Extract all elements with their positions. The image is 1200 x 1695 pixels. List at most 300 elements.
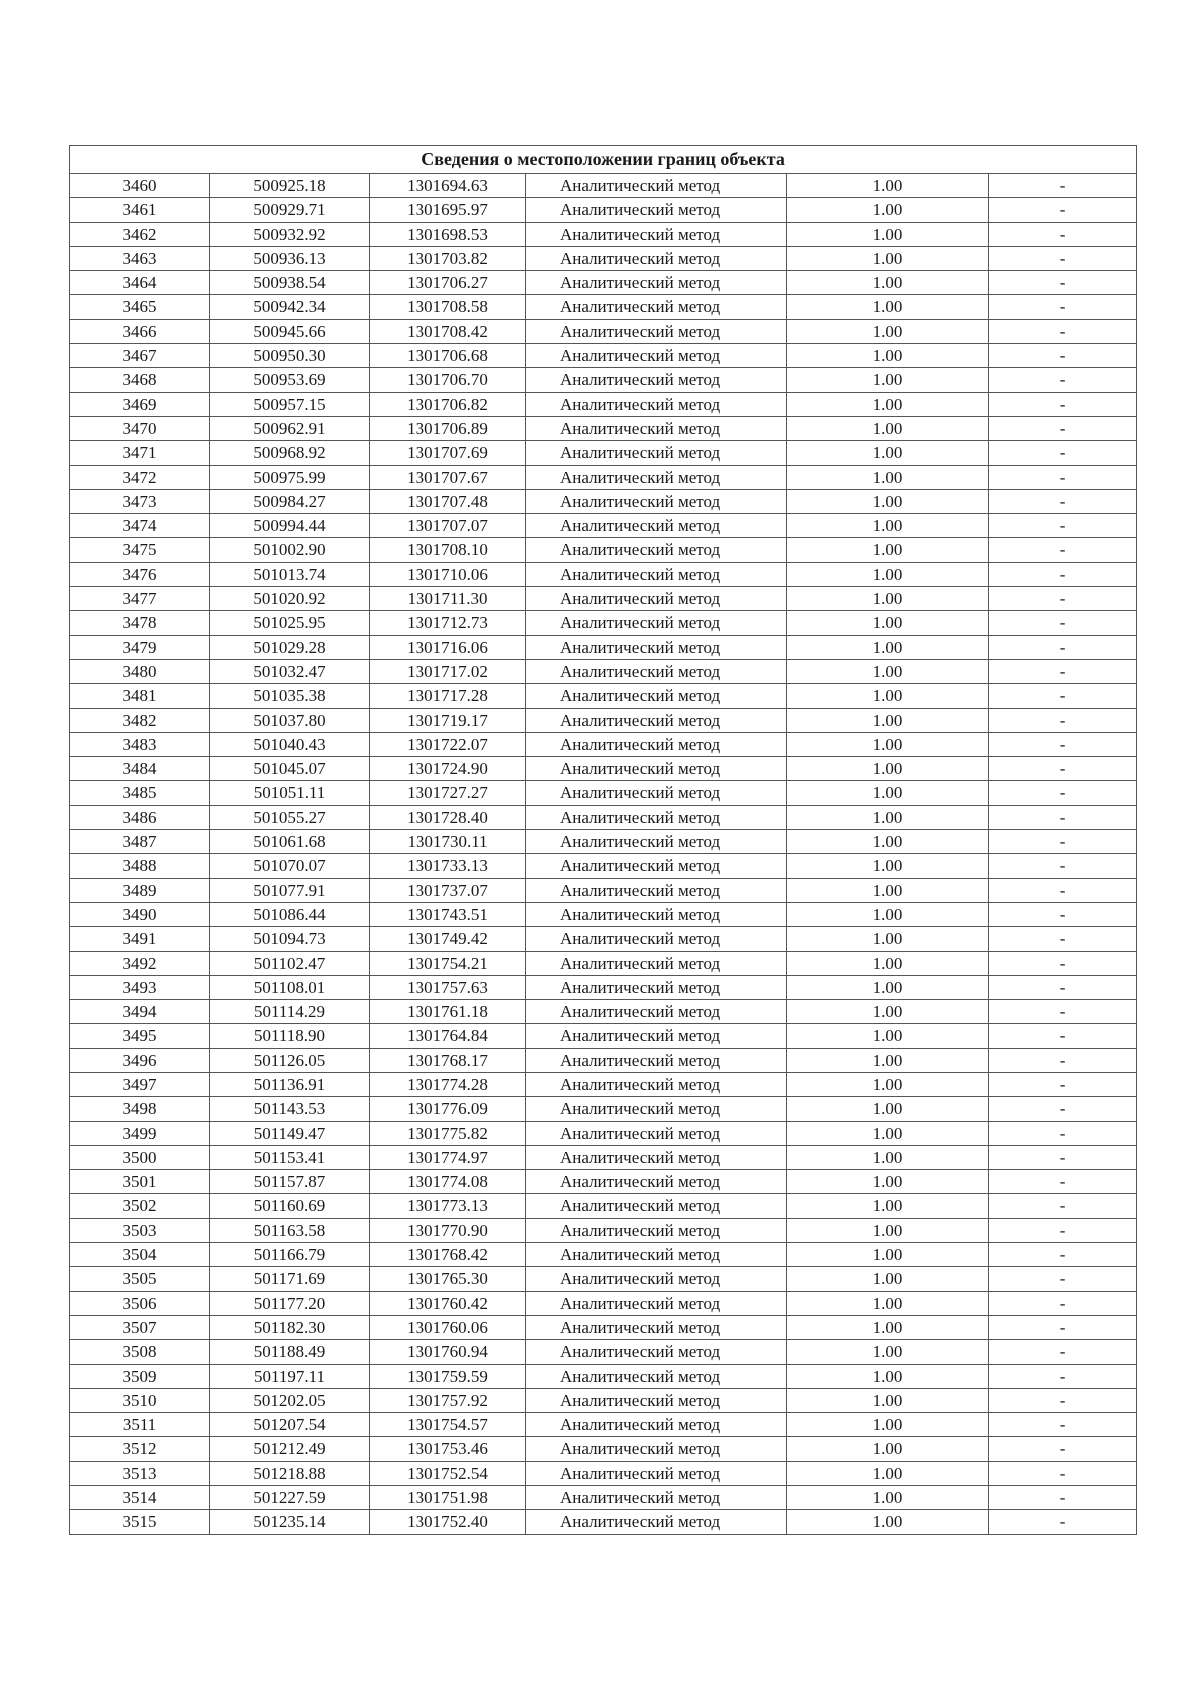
y-coordinate-cell: 1301707.07: [370, 514, 526, 538]
note-cell: -: [989, 975, 1137, 999]
y-coordinate-cell: 1301773.13: [370, 1194, 526, 1218]
note-cell: -: [989, 562, 1137, 586]
method-cell: Аналитический метод: [526, 538, 787, 562]
y-coordinate-cell: 1301706.68: [370, 344, 526, 368]
note-cell: -: [989, 1121, 1137, 1145]
method-cell: Аналитический метод: [526, 416, 787, 440]
y-coordinate-cell: 1301754.21: [370, 951, 526, 975]
x-coordinate-cell: 501055.27: [210, 805, 370, 829]
x-coordinate-cell: 500962.91: [210, 416, 370, 440]
accuracy-cell: 1.00: [787, 1072, 989, 1096]
table-row: [70, 416, 1137, 440]
note-cell: -: [989, 781, 1137, 805]
method-cell: Аналитический метод: [526, 781, 787, 805]
x-coordinate-cell: 501013.74: [210, 562, 370, 586]
method-cell: Аналитический метод: [526, 368, 787, 392]
method-cell: Аналитический метод: [526, 878, 787, 902]
accuracy-cell: 1.00: [787, 416, 989, 440]
method-cell: Аналитический метод: [526, 1291, 787, 1315]
y-coordinate-cell: 1301775.82: [370, 1121, 526, 1145]
method-cell: Аналитический метод: [526, 1437, 787, 1461]
table-row: [70, 271, 1137, 295]
table-row: [70, 1340, 1137, 1364]
y-coordinate-cell: 1301707.48: [370, 489, 526, 513]
point-number-cell: 3491: [70, 927, 210, 951]
y-coordinate-cell: 1301757.63: [370, 975, 526, 999]
x-coordinate-cell: 501177.20: [210, 1291, 370, 1315]
method-cell: Аналитический метод: [526, 587, 787, 611]
point-number-cell: 3479: [70, 635, 210, 659]
y-coordinate-cell: 1301774.08: [370, 1170, 526, 1194]
x-coordinate-cell: 501032.47: [210, 659, 370, 683]
point-number-cell: 3461: [70, 198, 210, 222]
table-row: [70, 562, 1137, 586]
point-number-cell: 3486: [70, 805, 210, 829]
note-cell: -: [989, 271, 1137, 295]
y-coordinate-cell: 1301710.06: [370, 562, 526, 586]
method-cell: Аналитический метод: [526, 659, 787, 683]
method-cell: Аналитический метод: [526, 1486, 787, 1510]
method-cell: Аналитический метод: [526, 392, 787, 416]
note-cell: -: [989, 708, 1137, 732]
table-row: [70, 708, 1137, 732]
table-row: [70, 1315, 1137, 1339]
table-row: [70, 1461, 1137, 1485]
point-number-cell: 3470: [70, 416, 210, 440]
x-coordinate-cell: 500957.15: [210, 392, 370, 416]
y-coordinate-cell: 1301706.89: [370, 416, 526, 440]
point-number-cell: 3497: [70, 1072, 210, 1096]
accuracy-cell: 1.00: [787, 1340, 989, 1364]
accuracy-cell: 1.00: [787, 878, 989, 902]
method-cell: Аналитический метод: [526, 222, 787, 246]
y-coordinate-cell: 1301730.11: [370, 830, 526, 854]
x-coordinate-cell: 501108.01: [210, 975, 370, 999]
table-row: [70, 295, 1137, 319]
point-number-cell: 3495: [70, 1024, 210, 1048]
point-number-cell: 3498: [70, 1097, 210, 1121]
note-cell: -: [989, 1072, 1137, 1096]
accuracy-cell: 1.00: [787, 805, 989, 829]
method-cell: Аналитический метод: [526, 1097, 787, 1121]
note-cell: -: [989, 295, 1137, 319]
note-cell: -: [989, 805, 1137, 829]
point-number-cell: 3515: [70, 1510, 210, 1534]
note-cell: -: [989, 222, 1137, 246]
accuracy-cell: 1.00: [787, 927, 989, 951]
method-cell: Аналитический метод: [526, 344, 787, 368]
table-row: [70, 781, 1137, 805]
table-row: [70, 174, 1137, 198]
method-cell: Аналитический метод: [526, 1340, 787, 1364]
x-coordinate-cell: 501136.91: [210, 1072, 370, 1096]
y-coordinate-cell: 1301706.27: [370, 271, 526, 295]
point-number-cell: 3463: [70, 246, 210, 270]
y-coordinate-cell: 1301708.10: [370, 538, 526, 562]
document-page: [69, 145, 1136, 1535]
method-cell: Аналитический метод: [526, 1218, 787, 1242]
y-coordinate-cell: 1301760.94: [370, 1340, 526, 1364]
table-row: [70, 1486, 1137, 1510]
method-cell: Аналитический метод: [526, 562, 787, 586]
method-cell: Аналитический метод: [526, 1121, 787, 1145]
note-cell: -: [989, 1000, 1137, 1024]
note-cell: -: [989, 1145, 1137, 1169]
note-cell: -: [989, 684, 1137, 708]
point-number-cell: 3466: [70, 319, 210, 343]
accuracy-cell: 1.00: [787, 1461, 989, 1485]
y-coordinate-cell: 1301752.40: [370, 1510, 526, 1534]
method-cell: Аналитический метод: [526, 1510, 787, 1534]
y-coordinate-cell: 1301737.07: [370, 878, 526, 902]
method-cell: Аналитический метод: [526, 246, 787, 270]
point-number-cell: 3499: [70, 1121, 210, 1145]
method-cell: Аналитический метод: [526, 174, 787, 198]
x-coordinate-cell: 501212.49: [210, 1437, 370, 1461]
accuracy-cell: 1.00: [787, 368, 989, 392]
accuracy-cell: 1.00: [787, 1243, 989, 1267]
accuracy-cell: 1.00: [787, 295, 989, 319]
table-row: [70, 222, 1137, 246]
point-number-cell: 3484: [70, 757, 210, 781]
accuracy-cell: 1.00: [787, 1170, 989, 1194]
method-cell: Аналитический метод: [526, 1315, 787, 1339]
point-number-cell: 3481: [70, 684, 210, 708]
note-cell: -: [989, 1218, 1137, 1242]
note-cell: -: [989, 344, 1137, 368]
accuracy-cell: 1.00: [787, 1510, 989, 1534]
accuracy-cell: 1.00: [787, 659, 989, 683]
note-cell: -: [989, 1024, 1137, 1048]
note-cell: -: [989, 1364, 1137, 1388]
point-number-cell: 3514: [70, 1486, 210, 1510]
point-number-cell: 3475: [70, 538, 210, 562]
x-coordinate-cell: 501002.90: [210, 538, 370, 562]
note-cell: -: [989, 830, 1137, 854]
note-cell: -: [989, 416, 1137, 440]
table-row: [70, 732, 1137, 756]
method-cell: Аналитический метод: [526, 757, 787, 781]
note-cell: -: [989, 1437, 1137, 1461]
table-row: [70, 1097, 1137, 1121]
table-row: [70, 757, 1137, 781]
note-cell: -: [989, 854, 1137, 878]
point-number-cell: 3465: [70, 295, 210, 319]
point-number-cell: 3509: [70, 1364, 210, 1388]
note-cell: -: [989, 757, 1137, 781]
y-coordinate-cell: 1301752.54: [370, 1461, 526, 1485]
x-coordinate-cell: 501114.29: [210, 1000, 370, 1024]
method-cell: Аналитический метод: [526, 805, 787, 829]
method-cell: Аналитический метод: [526, 927, 787, 951]
note-cell: -: [989, 732, 1137, 756]
point-number-cell: 3501: [70, 1170, 210, 1194]
method-cell: Аналитический метод: [526, 198, 787, 222]
x-coordinate-cell: 500938.54: [210, 271, 370, 295]
method-cell: Аналитический метод: [526, 611, 787, 635]
table-body: [70, 174, 1137, 1535]
table-row: [70, 1291, 1137, 1315]
accuracy-cell: 1.00: [787, 708, 989, 732]
note-cell: -: [989, 198, 1137, 222]
method-cell: Аналитический метод: [526, 1145, 787, 1169]
method-cell: Аналитический метод: [526, 441, 787, 465]
y-coordinate-cell: 1301706.70: [370, 368, 526, 392]
accuracy-cell: 1.00: [787, 635, 989, 659]
accuracy-cell: 1.00: [787, 975, 989, 999]
point-number-cell: 3468: [70, 368, 210, 392]
x-coordinate-cell: 501202.05: [210, 1388, 370, 1412]
table-row: [70, 489, 1137, 513]
accuracy-cell: 1.00: [787, 951, 989, 975]
point-number-cell: 3507: [70, 1315, 210, 1339]
table-row: [70, 246, 1137, 270]
x-coordinate-cell: 501037.80: [210, 708, 370, 732]
method-cell: Аналитический метод: [526, 1461, 787, 1485]
note-cell: -: [989, 1413, 1137, 1437]
note-cell: -: [989, 392, 1137, 416]
method-cell: Аналитический метод: [526, 684, 787, 708]
x-coordinate-cell: 501182.30: [210, 1315, 370, 1339]
x-coordinate-cell: 501020.92: [210, 587, 370, 611]
x-coordinate-cell: 501086.44: [210, 902, 370, 926]
method-cell: Аналитический метод: [526, 1170, 787, 1194]
y-coordinate-cell: 1301698.53: [370, 222, 526, 246]
point-number-cell: 3488: [70, 854, 210, 878]
note-cell: -: [989, 368, 1137, 392]
y-coordinate-cell: 1301760.06: [370, 1315, 526, 1339]
note-cell: -: [989, 1388, 1137, 1412]
accuracy-cell: 1.00: [787, 830, 989, 854]
table-header-row: [70, 146, 1137, 174]
x-coordinate-cell: 501035.38: [210, 684, 370, 708]
table-row: [70, 1145, 1137, 1169]
accuracy-cell: 1.00: [787, 1486, 989, 1510]
note-cell: -: [989, 489, 1137, 513]
point-number-cell: 3510: [70, 1388, 210, 1412]
accuracy-cell: 1.00: [787, 1291, 989, 1315]
x-coordinate-cell: 501070.07: [210, 854, 370, 878]
note-cell: -: [989, 319, 1137, 343]
x-coordinate-cell: 501149.47: [210, 1121, 370, 1145]
y-coordinate-cell: 1301770.90: [370, 1218, 526, 1242]
method-cell: Аналитический метод: [526, 1364, 787, 1388]
y-coordinate-cell: 1301717.28: [370, 684, 526, 708]
x-coordinate-cell: 501218.88: [210, 1461, 370, 1485]
accuracy-cell: 1.00: [787, 781, 989, 805]
table-row: [70, 368, 1137, 392]
table-row: [70, 975, 1137, 999]
method-cell: Аналитический метод: [526, 1194, 787, 1218]
x-coordinate-cell: 501166.79: [210, 1243, 370, 1267]
accuracy-cell: 1.00: [787, 1121, 989, 1145]
y-coordinate-cell: 1301743.51: [370, 902, 526, 926]
y-coordinate-cell: 1301706.82: [370, 392, 526, 416]
table-row: [70, 1121, 1137, 1145]
point-number-cell: 3505: [70, 1267, 210, 1291]
table-row: [70, 1364, 1137, 1388]
accuracy-cell: 1.00: [787, 538, 989, 562]
y-coordinate-cell: 1301761.18: [370, 1000, 526, 1024]
method-cell: Аналитический метод: [526, 1267, 787, 1291]
point-number-cell: 3477: [70, 587, 210, 611]
y-coordinate-cell: 1301703.82: [370, 246, 526, 270]
x-coordinate-cell: 500994.44: [210, 514, 370, 538]
x-coordinate-cell: 501025.95: [210, 611, 370, 635]
table-row: [70, 587, 1137, 611]
note-cell: -: [989, 1267, 1137, 1291]
method-cell: Аналитический метод: [526, 902, 787, 926]
accuracy-cell: 1.00: [787, 854, 989, 878]
x-coordinate-cell: 501171.69: [210, 1267, 370, 1291]
accuracy-cell: 1.00: [787, 1437, 989, 1461]
accuracy-cell: 1.00: [787, 611, 989, 635]
table-row: [70, 830, 1137, 854]
y-coordinate-cell: 1301695.97: [370, 198, 526, 222]
note-cell: -: [989, 1291, 1137, 1315]
point-number-cell: 3462: [70, 222, 210, 246]
point-number-cell: 3472: [70, 465, 210, 489]
method-cell: Аналитический метод: [526, 854, 787, 878]
accuracy-cell: 1.00: [787, 441, 989, 465]
point-number-cell: 3487: [70, 830, 210, 854]
table-row: [70, 1000, 1137, 1024]
accuracy-cell: 1.00: [787, 198, 989, 222]
point-number-cell: 3511: [70, 1413, 210, 1437]
accuracy-cell: 1.00: [787, 1145, 989, 1169]
note-cell: -: [989, 659, 1137, 683]
note-cell: -: [989, 902, 1137, 926]
y-coordinate-cell: 1301760.42: [370, 1291, 526, 1315]
point-number-cell: 3474: [70, 514, 210, 538]
method-cell: Аналитический метод: [526, 1072, 787, 1096]
y-coordinate-cell: 1301774.97: [370, 1145, 526, 1169]
x-coordinate-cell: 501207.54: [210, 1413, 370, 1437]
accuracy-cell: 1.00: [787, 1097, 989, 1121]
table-row: [70, 538, 1137, 562]
point-number-cell: 3483: [70, 732, 210, 756]
point-number-cell: 3503: [70, 1218, 210, 1242]
table-row: [70, 465, 1137, 489]
table-row: [70, 1194, 1137, 1218]
point-number-cell: 3506: [70, 1291, 210, 1315]
table-row: [70, 1170, 1137, 1194]
note-cell: -: [989, 1243, 1137, 1267]
point-number-cell: 3485: [70, 781, 210, 805]
table-row: [70, 1243, 1137, 1267]
method-cell: Аналитический метод: [526, 1024, 787, 1048]
y-coordinate-cell: 1301768.42: [370, 1243, 526, 1267]
method-cell: Аналитический метод: [526, 635, 787, 659]
boundary-coordinates-table: [69, 145, 1137, 1535]
method-cell: Аналитический метод: [526, 708, 787, 732]
accuracy-cell: 1.00: [787, 1218, 989, 1242]
point-number-cell: 3490: [70, 902, 210, 926]
accuracy-cell: 1.00: [787, 514, 989, 538]
point-number-cell: 3482: [70, 708, 210, 732]
note-cell: -: [989, 1486, 1137, 1510]
accuracy-cell: 1.00: [787, 1024, 989, 1048]
note-cell: -: [989, 246, 1137, 270]
accuracy-cell: 1.00: [787, 1267, 989, 1291]
x-coordinate-cell: 500953.69: [210, 368, 370, 392]
note-cell: -: [989, 927, 1137, 951]
accuracy-cell: 1.00: [787, 1048, 989, 1072]
note-cell: -: [989, 1340, 1137, 1364]
x-coordinate-cell: 500945.66: [210, 319, 370, 343]
accuracy-cell: 1.00: [787, 246, 989, 270]
x-coordinate-cell: 501126.05: [210, 1048, 370, 1072]
table-row: [70, 611, 1137, 635]
y-coordinate-cell: 1301728.40: [370, 805, 526, 829]
method-cell: Аналитический метод: [526, 514, 787, 538]
point-number-cell: 3512: [70, 1437, 210, 1461]
accuracy-cell: 1.00: [787, 902, 989, 926]
y-coordinate-cell: 1301708.42: [370, 319, 526, 343]
point-number-cell: 3492: [70, 951, 210, 975]
y-coordinate-cell: 1301719.17: [370, 708, 526, 732]
point-number-cell: 3478: [70, 611, 210, 635]
table-row: [70, 1437, 1137, 1461]
note-cell: -: [989, 465, 1137, 489]
x-coordinate-cell: 501077.91: [210, 878, 370, 902]
table-row: [70, 1510, 1137, 1534]
accuracy-cell: 1.00: [787, 1315, 989, 1339]
y-coordinate-cell: 1301754.57: [370, 1413, 526, 1437]
accuracy-cell: 1.00: [787, 1000, 989, 1024]
y-coordinate-cell: 1301764.84: [370, 1024, 526, 1048]
y-coordinate-cell: 1301765.30: [370, 1267, 526, 1291]
x-coordinate-cell: 501102.47: [210, 951, 370, 975]
point-number-cell: 3464: [70, 271, 210, 295]
point-number-cell: 3500: [70, 1145, 210, 1169]
accuracy-cell: 1.00: [787, 587, 989, 611]
method-cell: Аналитический метод: [526, 830, 787, 854]
y-coordinate-cell: 1301753.46: [370, 1437, 526, 1461]
note-cell: -: [989, 174, 1137, 198]
method-cell: Аналитический метод: [526, 295, 787, 319]
table-row: [70, 514, 1137, 538]
note-cell: -: [989, 587, 1137, 611]
x-coordinate-cell: 501157.87: [210, 1170, 370, 1194]
accuracy-cell: 1.00: [787, 684, 989, 708]
table-row: [70, 1267, 1137, 1291]
method-cell: Аналитический метод: [526, 1048, 787, 1072]
y-coordinate-cell: 1301708.58: [370, 295, 526, 319]
method-cell: Аналитический метод: [526, 975, 787, 999]
x-coordinate-cell: 501188.49: [210, 1340, 370, 1364]
method-cell: Аналитический метод: [526, 1413, 787, 1437]
x-coordinate-cell: 500968.92: [210, 441, 370, 465]
method-cell: Аналитический метод: [526, 319, 787, 343]
x-coordinate-cell: 501197.11: [210, 1364, 370, 1388]
accuracy-cell: 1.00: [787, 344, 989, 368]
table-row: [70, 878, 1137, 902]
x-coordinate-cell: 501227.59: [210, 1486, 370, 1510]
point-number-cell: 3480: [70, 659, 210, 683]
point-number-cell: 3513: [70, 1461, 210, 1485]
table-row: [70, 635, 1137, 659]
y-coordinate-cell: 1301751.98: [370, 1486, 526, 1510]
y-coordinate-cell: 1301768.17: [370, 1048, 526, 1072]
accuracy-cell: 1.00: [787, 319, 989, 343]
y-coordinate-cell: 1301733.13: [370, 854, 526, 878]
note-cell: -: [989, 951, 1137, 975]
x-coordinate-cell: 501160.69: [210, 1194, 370, 1218]
x-coordinate-cell: 501061.68: [210, 830, 370, 854]
accuracy-cell: 1.00: [787, 1364, 989, 1388]
x-coordinate-cell: 500950.30: [210, 344, 370, 368]
